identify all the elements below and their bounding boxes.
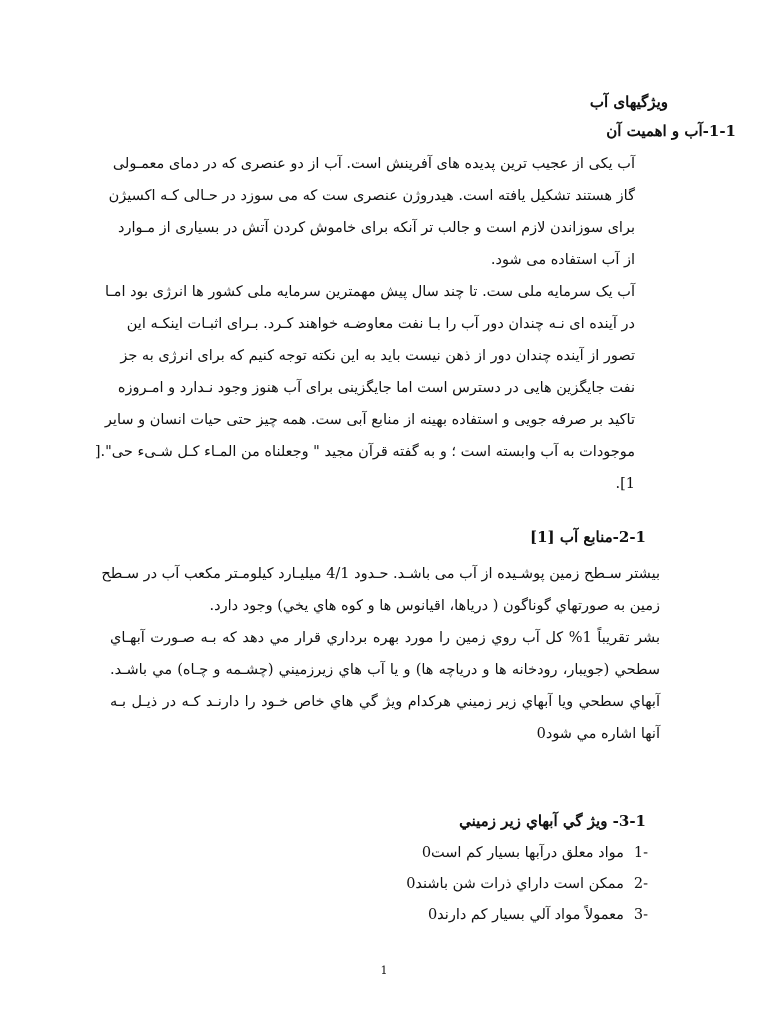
paragraph-line: تاکید بر صرفه جویی و استفاده بهینه از منابع آبی ست. همه چیز حتی حیات انسان و سایر bbox=[104, 412, 635, 428]
list-item-text: مواد معلق درآبها بسيار کم است0 bbox=[421, 845, 624, 861]
list-item-number: -3 bbox=[633, 907, 648, 923]
paragraph-line: نفت جایگزین هایی در دسترس است اما جایگزینی برای آب هنوز وجود نـدارد و امـروزه bbox=[117, 380, 635, 396]
list-item bbox=[406, 900, 648, 931]
paragraph-line: آبهاي سطحي ويا آبهاي زير زميني هرکدام ويژ گي هاي خاص خـود را دارنـد کـه در ذيـل بـه bbox=[110, 694, 660, 710]
paragraph-line: برای سوزاندن لازم است و جالب تر آنکه برای خاموش کردن آتش در بسیاری از مـوارد bbox=[117, 220, 635, 236]
list-item-number: -1 bbox=[633, 845, 648, 861]
paragraph-line: در آینده ای نـه چندان دور آب را بـا نفت معاوضـه خواهند کـرد. بـرای اثبـات اینکـه این bbox=[126, 316, 635, 332]
section-1-1-paragraph-2 bbox=[94, 276, 635, 500]
section-1-3-heading: 3-1- ويژ گي آبهاي زير زميني bbox=[459, 812, 646, 830]
paragraph-line: گاز هستند تشکیل یافته است. هیدروژن عنصری ست که می سوزد در حـالی کـه اکسیژن bbox=[108, 188, 635, 204]
section-1-2-paragraph bbox=[101, 558, 661, 750]
paragraph-line: آب یکی از عجیب ترین پدیده های آفرینش است. آب از دو عنصری که در دمای معمـولی bbox=[112, 156, 635, 172]
paragraph-line: بشر تقريباً 1% کل آب روي زمين را مورد بهره برداري قرار مي دهد که بـه صـورت آبهـاي bbox=[110, 630, 661, 646]
list-item-number: -2 bbox=[633, 876, 648, 892]
section-1-1-paragraph-1 bbox=[108, 148, 635, 276]
list-item-text: معمولاً مواد آلي بسيار کم دارند0 bbox=[427, 907, 624, 923]
paragraph-line: سطحي (جويبار، رودخانه ها و درياچه ها) و يا آب هاي زيرزميني (چشـمه و چـاه) مي باشـد. bbox=[110, 662, 660, 678]
paragraph-line: آب یک سرمایه ملی ست. تا چند سال پیش مهمترین سرمایه ملی کشور ها انرژی بود امـا bbox=[105, 284, 635, 300]
section-1-2-heading: 2-1-منابع آب [1] bbox=[529, 528, 646, 546]
page-number: 1 bbox=[380, 964, 388, 977]
paragraph-line: تصور از آینده چندان دور از ذهن نیست باید به این نکته توجه کنیم که برای انرژی به جز bbox=[120, 348, 635, 364]
paragraph-line: زمین به صورتهاي گوناگون ( درياها، اقيانوس ها و کوه هاي يخي) وجود دارد. bbox=[209, 598, 660, 614]
list-item-text: ممکن است داراي ذرات شن باشند0 bbox=[406, 876, 624, 892]
list-item bbox=[406, 838, 648, 869]
section-1-1-heading: 1-1-آب و اهمیت آن bbox=[606, 122, 736, 140]
paragraph-line: 1]. bbox=[615, 476, 635, 492]
groundwater-properties-list bbox=[406, 838, 648, 931]
paragraph-line: موجودات به آب وابسته است ؛ و به گفته قرآن مجید " وجعلناه من المـاء کـل شـیء حی".[ bbox=[94, 444, 635, 460]
paragraph-line: بیشتر سـطح زمین پوشـیده از آب می باشـد. حـدود 4/1 میلیـارد کیلومـتر مکعب آب در سـطح bbox=[101, 566, 660, 582]
document-title: ویژگیهای آب bbox=[589, 93, 668, 111]
list-item bbox=[406, 869, 648, 900]
paragraph-line: آنها اشاره مي شود0 bbox=[536, 726, 660, 742]
paragraph-line: از آب استفاده می شود. bbox=[490, 252, 635, 268]
